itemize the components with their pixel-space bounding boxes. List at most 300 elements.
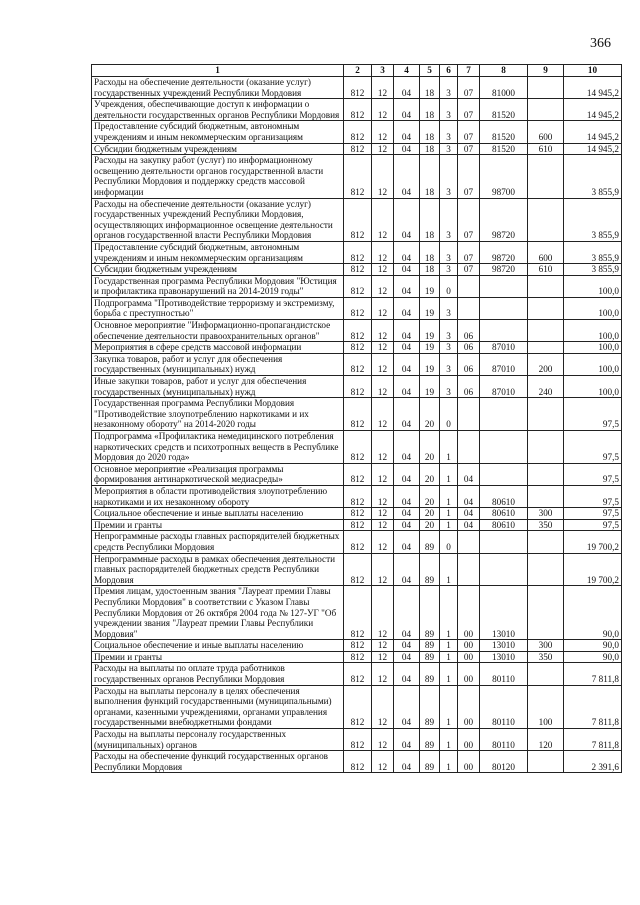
table-row xyxy=(92,121,622,143)
amount: 19 700,2 xyxy=(564,531,622,553)
expense-code: 81000 xyxy=(480,77,528,99)
amount: 97,5 xyxy=(564,398,622,431)
measure-code: 07 xyxy=(458,143,480,155)
amount: 14 945,2 xyxy=(564,99,622,121)
expense-type-code: 300 xyxy=(528,640,564,652)
program-code: 89 xyxy=(420,553,440,586)
row-description: Расходы на закупку работ (услуг) по информационному освещению деятельности органов государственной власти Республики Мордовия и поддержку средств массовой информации xyxy=(92,155,344,198)
expense-type-code xyxy=(528,342,564,354)
measure-code: 00 xyxy=(458,729,480,751)
measure-code: 00 xyxy=(458,685,480,728)
ministry-code: 812 xyxy=(344,353,372,375)
subsection-code: 04 xyxy=(394,586,420,640)
expense-type-code: 100 xyxy=(528,685,564,728)
expense-type-code xyxy=(528,553,564,586)
measure-code xyxy=(458,398,480,431)
subsection-code: 04 xyxy=(394,198,420,241)
ministry-code: 812 xyxy=(344,342,372,354)
row-description: Иные закупки товаров, работ и услуг для обеспечения государственных (муниципальных) нужд xyxy=(92,376,344,398)
subprogram-code: 1 xyxy=(440,729,458,751)
amount: 14 945,2 xyxy=(564,121,622,143)
subprogram-code: 0 xyxy=(440,531,458,553)
subprogram-code: 3 xyxy=(440,198,458,241)
subprogram-code: 3 xyxy=(440,155,458,198)
table-body xyxy=(92,77,622,773)
table-row xyxy=(92,463,622,485)
measure-code: 00 xyxy=(458,651,480,663)
expense-code xyxy=(480,531,528,553)
expense-type-code xyxy=(528,663,564,685)
row-description: Основное мероприятие «Реализация программы формирования антинаркотической медиасреды» xyxy=(92,463,344,485)
expense-code xyxy=(480,463,528,485)
expense-code xyxy=(480,320,528,342)
subprogram-code: 3 xyxy=(440,320,458,342)
row-description: Государственная программа Республики Мордовия "Противодействие злоупотреблению наркотиками и их незаконному обороту" на 2014-2020 годы xyxy=(92,398,344,431)
measure-code: 07 xyxy=(458,264,480,276)
subsection-code: 04 xyxy=(394,751,420,773)
ministry-code: 812 xyxy=(344,264,372,276)
section-code: 12 xyxy=(372,485,394,507)
section-code: 12 xyxy=(372,342,394,354)
program-code: 89 xyxy=(420,751,440,773)
section-code: 12 xyxy=(372,431,394,464)
subsection-code: 04 xyxy=(394,531,420,553)
section-code: 12 xyxy=(372,685,394,728)
row-description: Расходы на выплаты персоналу государственных (муниципальных) органов xyxy=(92,729,344,751)
subsection-code: 04 xyxy=(394,99,420,121)
table-row xyxy=(92,398,622,431)
section-code: 12 xyxy=(372,297,394,319)
row-description: Предоставление субсидий бюджетным, автономным учреждениям и иным некоммерческим организациям xyxy=(92,241,344,263)
subprogram-code: 1 xyxy=(440,651,458,663)
section-code: 12 xyxy=(372,77,394,99)
amount: 90,0 xyxy=(564,640,622,652)
measure-code: 06 xyxy=(458,376,480,398)
expense-code: 13010 xyxy=(480,586,528,640)
program-code: 19 xyxy=(420,376,440,398)
expense-type-code: 610 xyxy=(528,264,564,276)
program-code: 20 xyxy=(420,463,440,485)
ministry-code: 812 xyxy=(344,275,372,297)
expense-code: 81520 xyxy=(480,143,528,155)
ministry-code: 812 xyxy=(344,376,372,398)
measure-code: 07 xyxy=(458,77,480,99)
program-code: 19 xyxy=(420,297,440,319)
subsection-code: 04 xyxy=(394,553,420,586)
amount: 3 855,9 xyxy=(564,198,622,241)
section-code: 12 xyxy=(372,264,394,276)
program-code: 20 xyxy=(420,431,440,464)
expense-code: 81520 xyxy=(480,121,528,143)
subsection-code: 04 xyxy=(394,519,420,531)
measure-code: 04 xyxy=(458,463,480,485)
subprogram-code: 1 xyxy=(440,640,458,652)
subsection-code: 04 xyxy=(394,685,420,728)
amount: 90,0 xyxy=(564,586,622,640)
amount: 7 811,8 xyxy=(564,663,622,685)
section-code: 12 xyxy=(372,121,394,143)
measure-code: 04 xyxy=(458,508,480,520)
program-code: 18 xyxy=(420,198,440,241)
row-description: Премии и гранты xyxy=(92,519,344,531)
row-description: Премия лицам, удостоенным звания "Лауреат премии Главы Республики Мордовия" в соответствии с Указом Главы Республики Мордовия от 26 октября 2004 года № 127-УГ "Об учреждении звания "Лауреат премии Главы Республики Мордовия" xyxy=(92,586,344,640)
subsection-code: 04 xyxy=(394,431,420,464)
row-description: Расходы на обеспечение деятельности (оказание услуг) государственных учреждений Республики Мордовия xyxy=(92,77,344,99)
amount: 100,0 xyxy=(564,297,622,319)
ministry-code: 812 xyxy=(344,155,372,198)
ministry-code: 812 xyxy=(344,297,372,319)
section-code: 12 xyxy=(372,241,394,263)
subprogram-code: 1 xyxy=(440,751,458,773)
section-code: 12 xyxy=(372,729,394,751)
expense-code xyxy=(480,297,528,319)
header-cell: 6 xyxy=(440,65,458,77)
section-code: 12 xyxy=(372,651,394,663)
expense-code: 87010 xyxy=(480,376,528,398)
table-row xyxy=(92,342,622,354)
ministry-code: 812 xyxy=(344,685,372,728)
program-code: 19 xyxy=(420,342,440,354)
subprogram-code: 3 xyxy=(440,376,458,398)
expense-type-code: 350 xyxy=(528,519,564,531)
program-code: 18 xyxy=(420,121,440,143)
table-row xyxy=(92,353,622,375)
table-row xyxy=(92,275,622,297)
table-row xyxy=(92,663,622,685)
expense-type-code xyxy=(528,431,564,464)
subsection-code: 04 xyxy=(394,342,420,354)
section-code: 12 xyxy=(372,463,394,485)
section-code: 12 xyxy=(372,143,394,155)
table-row xyxy=(92,586,622,640)
table-row xyxy=(92,99,622,121)
table-row xyxy=(92,77,622,99)
subprogram-code: 3 xyxy=(440,121,458,143)
section-code: 12 xyxy=(372,508,394,520)
row-description: Социальное обеспечение и иные выплаты населению xyxy=(92,640,344,652)
ministry-code: 812 xyxy=(344,729,372,751)
section-code: 12 xyxy=(372,640,394,652)
table-row xyxy=(92,531,622,553)
expense-type-code: 200 xyxy=(528,353,564,375)
expense-type-code: 350 xyxy=(528,651,564,663)
expense-code xyxy=(480,431,528,464)
subsection-code: 04 xyxy=(394,143,420,155)
subsection-code: 04 xyxy=(394,463,420,485)
amount: 100,0 xyxy=(564,376,622,398)
header-cell: 9 xyxy=(528,65,564,77)
row-description: Расходы на обеспечение функций государственных органов Республики Мордовия xyxy=(92,751,344,773)
measure-code: 06 xyxy=(458,320,480,342)
section-code: 12 xyxy=(372,398,394,431)
subsection-code: 04 xyxy=(394,264,420,276)
program-code: 89 xyxy=(420,729,440,751)
subprogram-code: 3 xyxy=(440,264,458,276)
expense-code: 80610 xyxy=(480,485,528,507)
measure-code: 00 xyxy=(458,640,480,652)
subprogram-code: 3 xyxy=(440,353,458,375)
subprogram-code: 1 xyxy=(440,431,458,464)
row-description: Субсидии бюджетным учреждениям xyxy=(92,264,344,276)
subprogram-code: 1 xyxy=(440,663,458,685)
subprogram-code: 0 xyxy=(440,275,458,297)
table-row xyxy=(92,155,622,198)
subsection-code: 04 xyxy=(394,320,420,342)
amount: 90,0 xyxy=(564,651,622,663)
measure-code: 07 xyxy=(458,121,480,143)
row-description: Расходы на выплаты по оплате труда работников государственных органов Республики Мордовия xyxy=(92,663,344,685)
expense-type-code xyxy=(528,155,564,198)
row-description: Учреждения, обеспечивающие доступ к информации о деятельности государственных органов Республики Мордовия xyxy=(92,99,344,121)
expense-code: 87010 xyxy=(480,353,528,375)
subsection-code: 04 xyxy=(394,297,420,319)
row-description: Расходы на выплаты персоналу в целях обеспечения выполнения функций государственными (муниципальными) органами, казенными учреждениями, органами управления государственными внебюджетными фондами xyxy=(92,685,344,728)
table-row xyxy=(92,143,622,155)
measure-code: 04 xyxy=(458,519,480,531)
amount: 7 811,8 xyxy=(564,729,622,751)
section-code: 12 xyxy=(372,155,394,198)
expense-code: 80110 xyxy=(480,685,528,728)
ministry-code: 812 xyxy=(344,320,372,342)
table-row xyxy=(92,198,622,241)
row-description: Социальное обеспечение и иные выплаты населению xyxy=(92,508,344,520)
amount: 14 945,2 xyxy=(564,77,622,99)
section-code: 12 xyxy=(372,751,394,773)
program-code: 19 xyxy=(420,353,440,375)
subprogram-code: 1 xyxy=(440,519,458,531)
program-code: 19 xyxy=(420,275,440,297)
table-row xyxy=(92,320,622,342)
expense-type-code xyxy=(528,275,564,297)
ministry-code: 812 xyxy=(344,198,372,241)
ministry-code: 812 xyxy=(344,508,372,520)
table-row xyxy=(92,485,622,507)
section-code: 12 xyxy=(372,376,394,398)
program-code: 89 xyxy=(420,531,440,553)
program-code: 89 xyxy=(420,651,440,663)
expense-type-code xyxy=(528,398,564,431)
ministry-code: 812 xyxy=(344,751,372,773)
ministry-code: 812 xyxy=(344,143,372,155)
amount: 97,5 xyxy=(564,463,622,485)
measure-code: 07 xyxy=(458,241,480,263)
expense-code xyxy=(480,398,528,431)
amount: 100,0 xyxy=(564,320,622,342)
table-row xyxy=(92,376,622,398)
ministry-code: 812 xyxy=(344,463,372,485)
program-code: 18 xyxy=(420,99,440,121)
row-description: Субсидии бюджетным учреждениям xyxy=(92,143,344,155)
program-code: 89 xyxy=(420,663,440,685)
header-cell: 10 xyxy=(564,65,622,77)
measure-code: 07 xyxy=(458,198,480,241)
amount: 19 700,2 xyxy=(564,553,622,586)
expense-code xyxy=(480,553,528,586)
expense-code: 80110 xyxy=(480,729,528,751)
amount: 3 855,9 xyxy=(564,264,622,276)
table-row xyxy=(92,751,622,773)
program-code: 20 xyxy=(420,508,440,520)
program-code: 89 xyxy=(420,685,440,728)
header-cell: 5 xyxy=(420,65,440,77)
section-code: 12 xyxy=(372,586,394,640)
measure-code: 07 xyxy=(458,99,480,121)
program-code: 20 xyxy=(420,485,440,507)
ministry-code: 812 xyxy=(344,99,372,121)
amount: 3 855,9 xyxy=(564,155,622,198)
section-code: 12 xyxy=(372,320,394,342)
subprogram-code: 3 xyxy=(440,241,458,263)
subprogram-code: 0 xyxy=(440,398,458,431)
section-code: 12 xyxy=(372,99,394,121)
expense-code: 13010 xyxy=(480,640,528,652)
measure-code: 00 xyxy=(458,751,480,773)
ministry-code: 812 xyxy=(344,241,372,263)
measure-code xyxy=(458,531,480,553)
subsection-code: 04 xyxy=(394,640,420,652)
subprogram-code: 1 xyxy=(440,685,458,728)
ministry-code: 812 xyxy=(344,553,372,586)
expense-type-code xyxy=(528,99,564,121)
subsection-code: 04 xyxy=(394,485,420,507)
page-number: 366 xyxy=(590,36,611,51)
row-description: Подпрограмма "Противодействие терроризму и экстремизму, борьба с преступностью" xyxy=(92,297,344,319)
expense-type-code: 120 xyxy=(528,729,564,751)
measure-code: 06 xyxy=(458,342,480,354)
program-code: 20 xyxy=(420,519,440,531)
ministry-code: 812 xyxy=(344,398,372,431)
subsection-code: 04 xyxy=(394,729,420,751)
expense-type-code xyxy=(528,531,564,553)
row-description: Мероприятия в сфере средств массовой информации xyxy=(92,342,344,354)
amount: 97,5 xyxy=(564,508,622,520)
table-row xyxy=(92,297,622,319)
measure-code xyxy=(458,553,480,586)
subprogram-code: 1 xyxy=(440,485,458,507)
expense-type-code: 600 xyxy=(528,241,564,263)
measure-code xyxy=(458,297,480,319)
amount: 97,5 xyxy=(564,485,622,507)
expense-type-code xyxy=(528,586,564,640)
expense-type-code xyxy=(528,751,564,773)
subsection-code: 04 xyxy=(394,155,420,198)
amount: 100,0 xyxy=(564,342,622,354)
section-code: 12 xyxy=(372,663,394,685)
table-header-row xyxy=(92,65,622,77)
expense-type-code xyxy=(528,297,564,319)
amount: 97,5 xyxy=(564,431,622,464)
expense-type-code: 300 xyxy=(528,508,564,520)
row-description: Расходы на обеспечение деятельности (оказание услуг) государственных учреждений Республики Мордовия, осуществляющих информационное освещение деятельности органов государственной власти Республики Мордовия xyxy=(92,198,344,241)
subsection-code: 04 xyxy=(394,508,420,520)
ministry-code: 812 xyxy=(344,431,372,464)
header-cell: 4 xyxy=(394,65,420,77)
program-code: 20 xyxy=(420,398,440,431)
row-description: Предоставление субсидий бюджетным, автономным учреждениям и иным некоммерческим организациям xyxy=(92,121,344,143)
expense-code: 80120 xyxy=(480,751,528,773)
subprogram-code: 3 xyxy=(440,77,458,99)
header-cell: 7 xyxy=(458,65,480,77)
table-row xyxy=(92,519,622,531)
expense-type-code xyxy=(528,485,564,507)
table-row xyxy=(92,651,622,663)
program-code: 18 xyxy=(420,241,440,263)
ministry-code: 812 xyxy=(344,77,372,99)
program-code: 19 xyxy=(420,320,440,342)
expense-code: 80610 xyxy=(480,508,528,520)
program-code: 18 xyxy=(420,143,440,155)
expense-code: 98720 xyxy=(480,241,528,263)
budget-table xyxy=(91,64,622,773)
expense-type-code: 240 xyxy=(528,376,564,398)
subprogram-code: 3 xyxy=(440,342,458,354)
measure-code xyxy=(458,275,480,297)
expense-code: 80110 xyxy=(480,663,528,685)
row-description: Основное мероприятие "Информационно-пропагандистское обеспечение деятельности правоохранительных органов" xyxy=(92,320,344,342)
amount: 2 391,6 xyxy=(564,751,622,773)
subprogram-code: 1 xyxy=(440,586,458,640)
amount: 97,5 xyxy=(564,519,622,531)
table-row xyxy=(92,685,622,728)
subprogram-code: 3 xyxy=(440,143,458,155)
amount: 14 945,2 xyxy=(564,143,622,155)
row-description: Непрограммные расходы в рамках обеспечения деятельности главных распорядителей бюджетных средств Республики Мордовия xyxy=(92,553,344,586)
table-row xyxy=(92,241,622,263)
subsection-code: 04 xyxy=(394,275,420,297)
expense-type-code xyxy=(528,77,564,99)
amount: 100,0 xyxy=(564,275,622,297)
row-description: Закупка товаров, работ и услуг для обеспечения государственных (муниципальных) нужд xyxy=(92,353,344,375)
subprogram-code: 3 xyxy=(440,99,458,121)
measure-code: 04 xyxy=(458,485,480,507)
ministry-code: 812 xyxy=(344,485,372,507)
subsection-code: 04 xyxy=(394,353,420,375)
subprogram-code: 1 xyxy=(440,508,458,520)
program-code: 89 xyxy=(420,586,440,640)
subsection-code: 04 xyxy=(394,241,420,263)
expense-code: 98700 xyxy=(480,155,528,198)
ministry-code: 812 xyxy=(344,586,372,640)
header-cell: 1 xyxy=(92,65,344,77)
table-row xyxy=(92,553,622,586)
table-row xyxy=(92,431,622,464)
header-cell: 3 xyxy=(372,65,394,77)
table-row xyxy=(92,640,622,652)
measure-code: 00 xyxy=(458,586,480,640)
measure-code: 07 xyxy=(458,155,480,198)
table-row xyxy=(92,729,622,751)
row-description: Государственная программа Республики Мордовия "Юстиция и профилактика правонарушений на 2014-2019 годы" xyxy=(92,275,344,297)
row-description: Подпрограмма «Профилактика немедицинского потребления наркотических средств и психотропных веществ в Республике Мордовия до 2020 года» xyxy=(92,431,344,464)
amount: 7 811,8 xyxy=(564,685,622,728)
header-cell: 8 xyxy=(480,65,528,77)
table-row xyxy=(92,508,622,520)
expense-code: 81520 xyxy=(480,99,528,121)
ministry-code: 812 xyxy=(344,663,372,685)
expense-code xyxy=(480,275,528,297)
ministry-code: 812 xyxy=(344,121,372,143)
measure-code: 06 xyxy=(458,353,480,375)
ministry-code: 812 xyxy=(344,531,372,553)
section-code: 12 xyxy=(372,198,394,241)
expense-type-code: 600 xyxy=(528,121,564,143)
subprogram-code: 1 xyxy=(440,463,458,485)
row-description: Мероприятия в области противодействия злоупотреблению наркотиками и их незаконному обороту xyxy=(92,485,344,507)
expense-type-code xyxy=(528,463,564,485)
program-code: 18 xyxy=(420,264,440,276)
subsection-code: 04 xyxy=(394,663,420,685)
row-description: Непрограммные расходы главных распорядителей бюджетных средств Республики Мордовия xyxy=(92,531,344,553)
